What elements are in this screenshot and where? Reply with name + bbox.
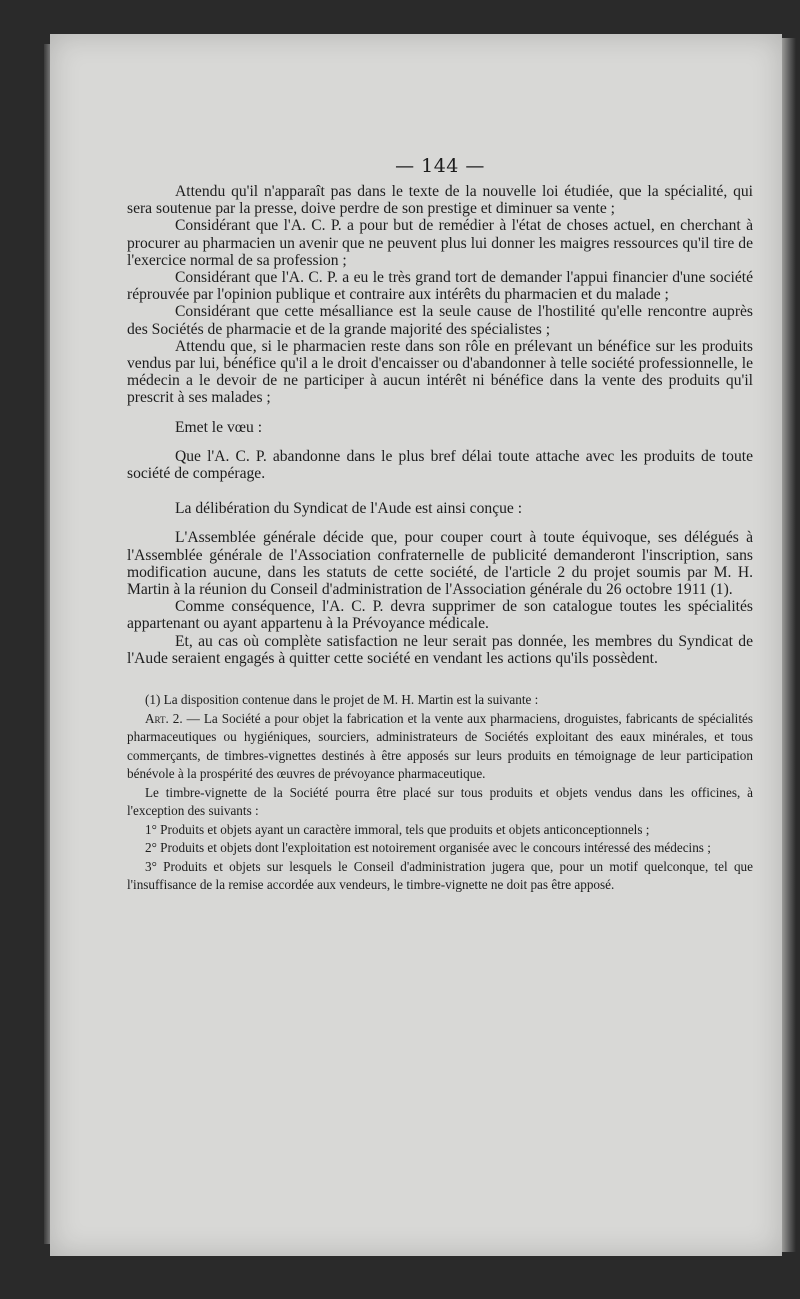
page-number: — 144 — — [395, 155, 485, 177]
footnote-article-text: — La Société a pour objet la fabrication et la vente aux pharmaciens, droguistes, fabricants de spécialités pharmaceutiques ou hygiéniques, sourciers, administrateurs de Sociétés exploitant des eaux minérales, et tous commerçants, de timbres-vignettes destinés à être apposés sur leurs produits en témoignage de leur participation bénévole à la prospérité des œuvres de prévoyance pharmaceutique. — [127, 710, 753, 782]
footnote-intro: (1) La disposition contenue dans le projet de M. H. Martin est la suivante : — [145, 692, 539, 708]
footnotes — [127, 691, 753, 895]
main-text — [127, 183, 753, 667]
footnote-item-2: 2° Produits et objets dont l'exploitation est notoirement organisée avec le concours intéressé des médecins ; — [145, 840, 711, 856]
page-edge-shadow — [782, 38, 796, 1252]
paragraph-assemblee: L'Assemblée générale décide que, pour couper court à toute équivoque, ses délégués à l'Assemblée générale de l'Association confraternelle de publicité demanderont l'inscription, sans modification aucune, dans les statuts de cette société, de l'article 2 du projet soumis par M. H. Martin à la réunion du Conseil d'administration de l'Association générale du 26 octobre 1911 (1). — [127, 529, 753, 599]
paragraph-considerant-3: Considérant que cette mésalliance est la seule cause de l'hostilité qu'elle rencontre auprès des Sociétés de pharmacie et de la grande majorité des spécialistes ; — [127, 303, 753, 338]
paragraph-voeu: Que l'A. C. P. abandonne dans le plus bref délai toute attache avec les produits de toute société de compérage. — [127, 447, 753, 483]
paragraph-consequence: Comme conséquence, l'A. C. P. devra supprimer de son catalogue toutes les spécialités appartenant ou ayant appartenu à la Prévoyance médicale. — [127, 598, 753, 633]
footnote-item-3: 3° Produits et objets sur lesquels le Conseil d'administration jugera que, pour un motif quelconque, tel que l'insuffisance de la remise accordée aux vendeurs, le timbre-vignette ne doit pas être apposé. — [127, 858, 753, 893]
footnote-timbre: Le timbre-vignette de la Société pourra être placé sur tous produits et objets vendus dans les officines, à l'exception des suivants : — [127, 784, 753, 819]
paragraph-considerant-1: Considérant que l'A. C. P. a pour but de remédier à l'état de choses actuel, en cherchant à procurer au pharmacien un avenir que ne peuvent plus lui donner les maigres ressources qu'il tire de l'exercice normal de sa profession ; — [127, 217, 753, 269]
paragraph-emet-le-voeu: Emet le vœu : — [175, 418, 263, 436]
page-content — [127, 119, 753, 895]
paragraph-considerant-2: Considérant que l'A. C. P. a eu le très grand tort de demander l'appui financier d'une société réprouvée par l'opinion publique et contraire aux intérêts du pharmacien et du malade ; — [127, 269, 753, 304]
footnote-article-2 — [127, 710, 753, 784]
footnote-article-label: Art. 2. — [145, 710, 183, 726]
footnote-item-1: 1° Produits et objets ayant un caractère immoral, tels que produits et objets anticonceptionnels ; — [145, 821, 650, 837]
paragraph-satisfaction: Et, au cas où complète satisfaction ne leur serait pas donnée, les membres du Syndicat de l'Aude seraient engagés à quitter cette société en vendant les actions qu'ils possèdent. — [127, 632, 753, 667]
paragraph-deliberation-intro: La délibération du Syndicat de l'Aude est ainsi conçue : — [175, 500, 523, 518]
paragraph-attendu-2: Attendu que, si le pharmacien reste dans son rôle en prélevant un bénéfice sur les produits vendus par lui, bénéfice qu'il a le droit d'encaisser ou d'abandonner à telle société professionnelle, le médecin a le devoir de ne participer à aucun intérêt ni bénéfice dans la vente des produits qu'il prescrit à ses malades ; — [127, 337, 753, 407]
paragraph-attendu-1: Attendu qu'il n'apparaît pas dans le texte de la nouvelle loi étudiée, que la spécialité, qui sera soutenue par la presse, doive perdre de son prestige et diminuer sa vente ; — [127, 183, 753, 218]
